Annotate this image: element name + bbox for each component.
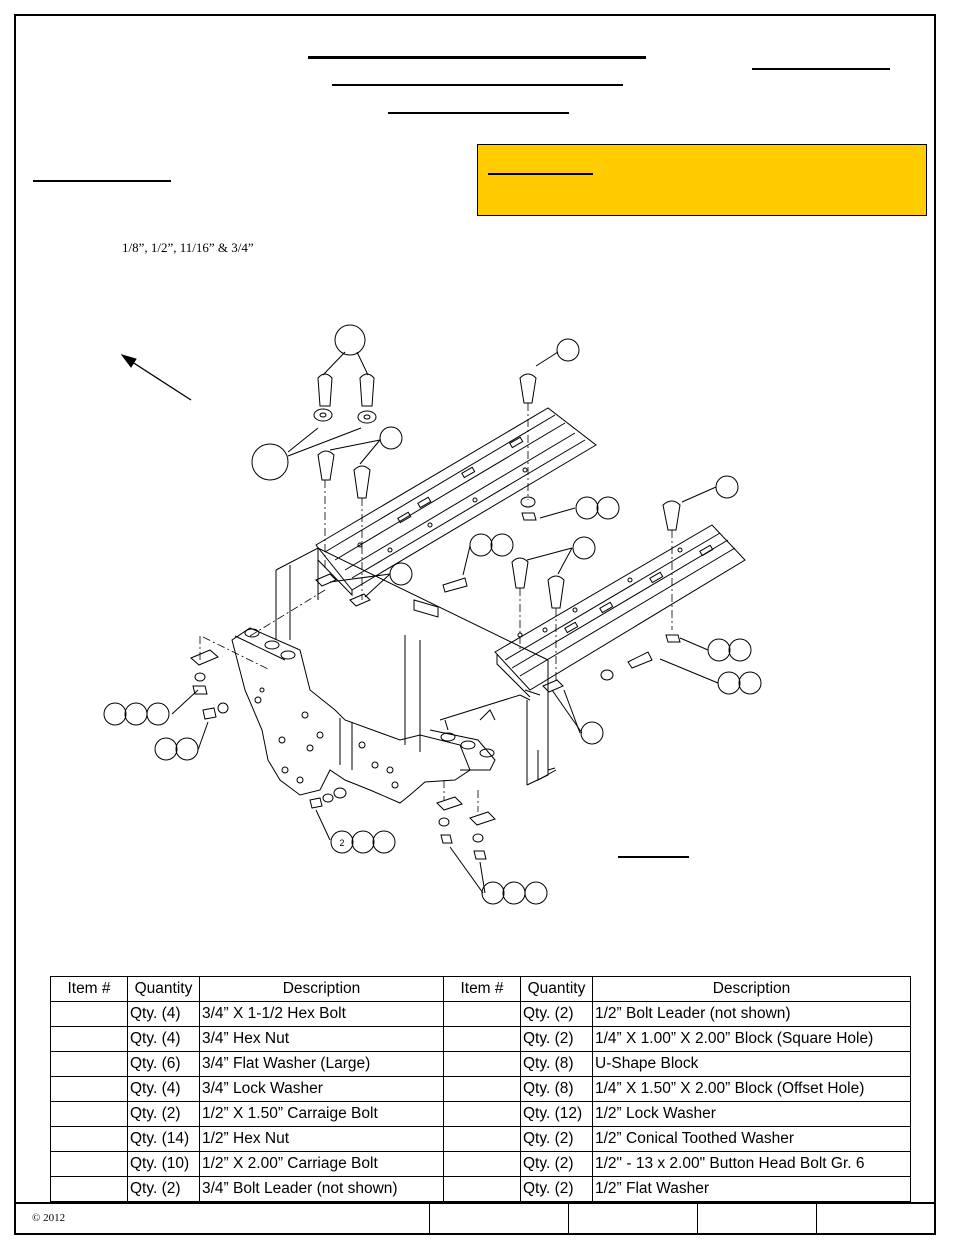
title-block-cell <box>429 1204 431 1235</box>
quantity-cell: Qty. (10) <box>128 1152 200 1177</box>
table-row <box>51 1152 911 1177</box>
description-cell: 1/4” X 1.50” X 2.00” Block (Offset Hole) <box>593 1077 911 1102</box>
item-cell <box>444 1127 521 1152</box>
quantity-cell: Qty. (2) <box>521 1177 593 1202</box>
description-cell: 1/2” X 1.50” Carraige Bolt <box>200 1102 444 1127</box>
table-row <box>51 1077 911 1102</box>
title-block-cell <box>697 1204 699 1235</box>
item-cell <box>51 1002 128 1027</box>
item-cell <box>51 1152 128 1177</box>
header-quantity-2: Quantity <box>521 977 593 1002</box>
front-direction-arrow <box>122 355 191 400</box>
item-cell <box>444 1002 521 1027</box>
table-row <box>51 1002 911 1027</box>
description-cell: 3/4” Bolt Leader (not shown) <box>200 1177 444 1202</box>
quantity-cell: Qty. (2) <box>128 1177 200 1202</box>
item-cell <box>444 1177 521 1202</box>
quantity-cell: Qty. (12) <box>521 1102 593 1127</box>
tool-sizes-text: 1/8”, 1/2”, 11/16” & 3/4” <box>122 240 254 255</box>
description-cell: 1/2” Hex Nut <box>200 1127 444 1152</box>
description-cell: U-Shape Block <box>593 1052 911 1077</box>
table-row <box>51 1027 911 1052</box>
item-cell <box>51 1027 128 1052</box>
description-cell: 3/4” Hex Nut <box>200 1027 444 1052</box>
parts-table-header-row <box>51 977 911 1002</box>
item-cell <box>444 1152 521 1177</box>
quantity-cell: Qty. (2) <box>521 1027 593 1052</box>
quantity-cell: Qty. (8) <box>521 1052 593 1077</box>
copyright-text: © 2012 <box>32 1212 66 1224</box>
table-row <box>51 1127 911 1152</box>
quantity-cell: Qty. (2) <box>521 1152 593 1177</box>
header-item-number: Item # <box>51 977 128 1002</box>
item-cell <box>444 1027 521 1052</box>
carriage-bolts <box>318 374 680 668</box>
quantity-cell: Qty. (8) <box>521 1077 593 1102</box>
description-cell: 1/2” Flat Washer <box>593 1177 911 1202</box>
header-quantity: Quantity <box>128 977 200 1002</box>
description-cell: 1/2” X 2.00” Carriage Bolt <box>200 1152 444 1177</box>
title-block-cell <box>568 1204 570 1235</box>
header-description-2: Description <box>593 977 911 1002</box>
quantity-cell: Qty. (14) <box>128 1127 200 1152</box>
quantity-cell: Qty. (4) <box>128 1002 200 1027</box>
description-cell: 1/4” X 1.00” X 2.00” Block (Square Hole) <box>593 1027 911 1052</box>
right-rail <box>495 525 745 697</box>
parts-list-table <box>50 976 911 1202</box>
quantity-cell: Qty. (6) <box>128 1052 200 1077</box>
header-description: Description <box>200 977 444 1002</box>
item-cell <box>444 1102 521 1127</box>
description-cell: 3/4” X 1-1/2 Hex Bolt <box>200 1002 444 1027</box>
description-cell: 3/4” Flat Washer (Large) <box>200 1052 444 1077</box>
description-cell: 1/2” Lock Washer <box>593 1102 911 1127</box>
item-cell <box>51 1102 128 1127</box>
item-cell <box>51 1127 128 1152</box>
quantity-cell: Qty. (2) <box>128 1102 200 1127</box>
title-block-footer <box>14 1202 936 1235</box>
item-cell <box>51 1177 128 1202</box>
item-cell <box>51 1052 128 1077</box>
quantity-cell: Qty. (4) <box>128 1077 200 1102</box>
description-cell: 1/2” Bolt Leader (not shown) <box>593 1002 911 1027</box>
item-cell <box>51 1077 128 1102</box>
callout-number-2: 2 <box>339 838 345 848</box>
item-cell <box>444 1077 521 1102</box>
quantity-cell: Qty. (2) <box>521 1002 593 1027</box>
header-item-number-2: Item # <box>444 977 521 1002</box>
callout-balloons <box>104 325 761 904</box>
table-row <box>51 1102 911 1127</box>
quantity-cell: Qty. (4) <box>128 1027 200 1052</box>
table-row <box>51 1052 911 1077</box>
description-cell: 1/2" - 13 x 2.00" Button Head Bolt Gr. 6 <box>593 1152 911 1177</box>
quantity-cell: Qty. (2) <box>521 1127 593 1152</box>
description-cell: 1/2” Conical Toothed Washer <box>593 1127 911 1152</box>
item-cell <box>444 1052 521 1077</box>
table-row <box>51 1177 911 1202</box>
title-block-cell <box>816 1204 818 1235</box>
callout-leaders <box>172 352 718 893</box>
description-cell: 3/4” Lock Washer <box>200 1077 444 1102</box>
